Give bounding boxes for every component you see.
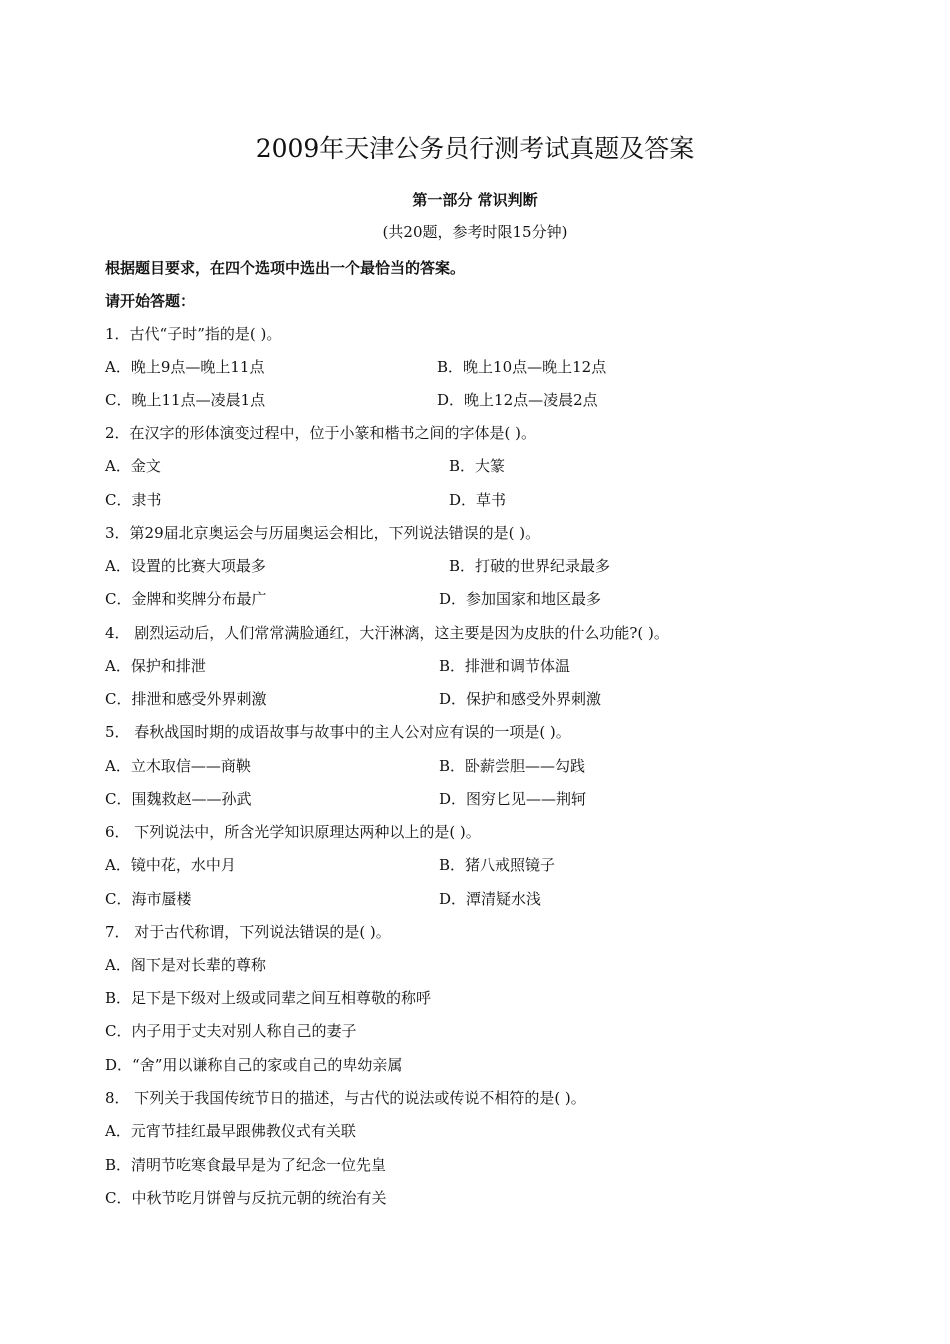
question-stem: 6． 下列说法中，所含光学知识原理达两种以上的是( )。 (105, 823, 481, 841)
option-c: C．中秋节吃月饼曾与反抗元朝的统治有关 (105, 1189, 387, 1207)
option-b: B．清明节吃寒食最早是为了纪念一位先皇 (105, 1156, 387, 1174)
option-d: D．“舍”用以谦称自己的家或自己的卑幼亲属 (105, 1056, 403, 1074)
option-a: A．晚上9点—晚上11点 (105, 358, 265, 376)
option-c: C．隶书 (105, 491, 162, 509)
option-c: C．金牌和奖牌分布最广 (105, 590, 267, 608)
start-text: 请开始答题： (105, 292, 196, 310)
option-c: C．晚上11点—凌晨1点 (105, 391, 266, 409)
instruction-text: 根据题目要求，在四个选项中选出一个最恰当的答案。 (105, 259, 466, 277)
question-stem: 8． 下列关于我国传统节日的描述，与古代的说法或传说不相符的是( )。 (105, 1089, 586, 1107)
question-stem: 4． 剧烈运动后，人们常常满脸通红，大汗淋漓，这主要是因为皮肤的什么功能?( )。 (105, 624, 669, 642)
option-b: B．晚上10点—晚上12点 (437, 358, 607, 376)
option-a: A．阁下是对长辈的尊称 (105, 956, 266, 974)
option-d: D．晚上12点—凌晨2点 (437, 391, 598, 409)
document-title: 2009年天津公务员行测考试真题及答案 (255, 134, 695, 163)
option-a: A．元宵节挂红最早跟佛教仪式有关联 (105, 1122, 356, 1140)
section-heading: 第一部分 常识判断 (412, 191, 538, 209)
option-b: B．卧薪尝胆——勾践 (439, 757, 586, 775)
option-b: B．排泄和调节体温 (439, 657, 571, 675)
question-stem: 2．在汉字的形体演变过程中，位于小篆和楷书之间的字体是( )。 (105, 424, 537, 442)
option-d: D．参加国家和地区最多 (439, 590, 602, 608)
option-c: C．海市蜃楼 (105, 890, 192, 908)
option-a: A．保护和排泄 (105, 657, 206, 675)
option-a: A．设置的比赛大项最多 (105, 557, 266, 575)
option-a: A．金文 (105, 457, 161, 475)
question-stem: 1．古代“子时”指的是( )。 (105, 325, 282, 343)
question-stem: 7． 对于古代称谓，下列说法错误的是( )。 (105, 923, 391, 941)
option-d: D．图穷匕见——荆轲 (439, 790, 587, 808)
option-a: A．立木取信——商鞅 (105, 757, 251, 775)
option-d: D．潭清疑水浅 (439, 890, 542, 908)
option-b: B．大篆 (449, 457, 506, 475)
question-stem: 5． 春秋战国时期的成语故事与故事中的主人公对应有误的一项是( )。 (105, 723, 571, 741)
option-c: C．排泄和感受外界刺激 (105, 690, 267, 708)
option-b: B．打破的世界纪录最多 (449, 557, 611, 575)
section-note: (共20题，参考时限15分钟) (382, 223, 568, 241)
option-b: B．足下是下级对上级或同辈之间互相尊敬的称呼 (105, 989, 432, 1007)
option-a: A．镜中花，水中月 (105, 856, 236, 874)
option-d: D．草书 (449, 491, 507, 509)
option-c: C．围魏救赵——孙武 (105, 790, 252, 808)
option-d: D．保护和感受外界刺激 (439, 690, 602, 708)
option-b: B．猪八戒照镜子 (439, 856, 556, 874)
option-c: C．内子用于丈夫对别人称自己的妻子 (105, 1022, 357, 1040)
question-stem: 3．第29届北京奥运会与历届奥运会相比，下列说法错误的是( )。 (105, 524, 541, 542)
